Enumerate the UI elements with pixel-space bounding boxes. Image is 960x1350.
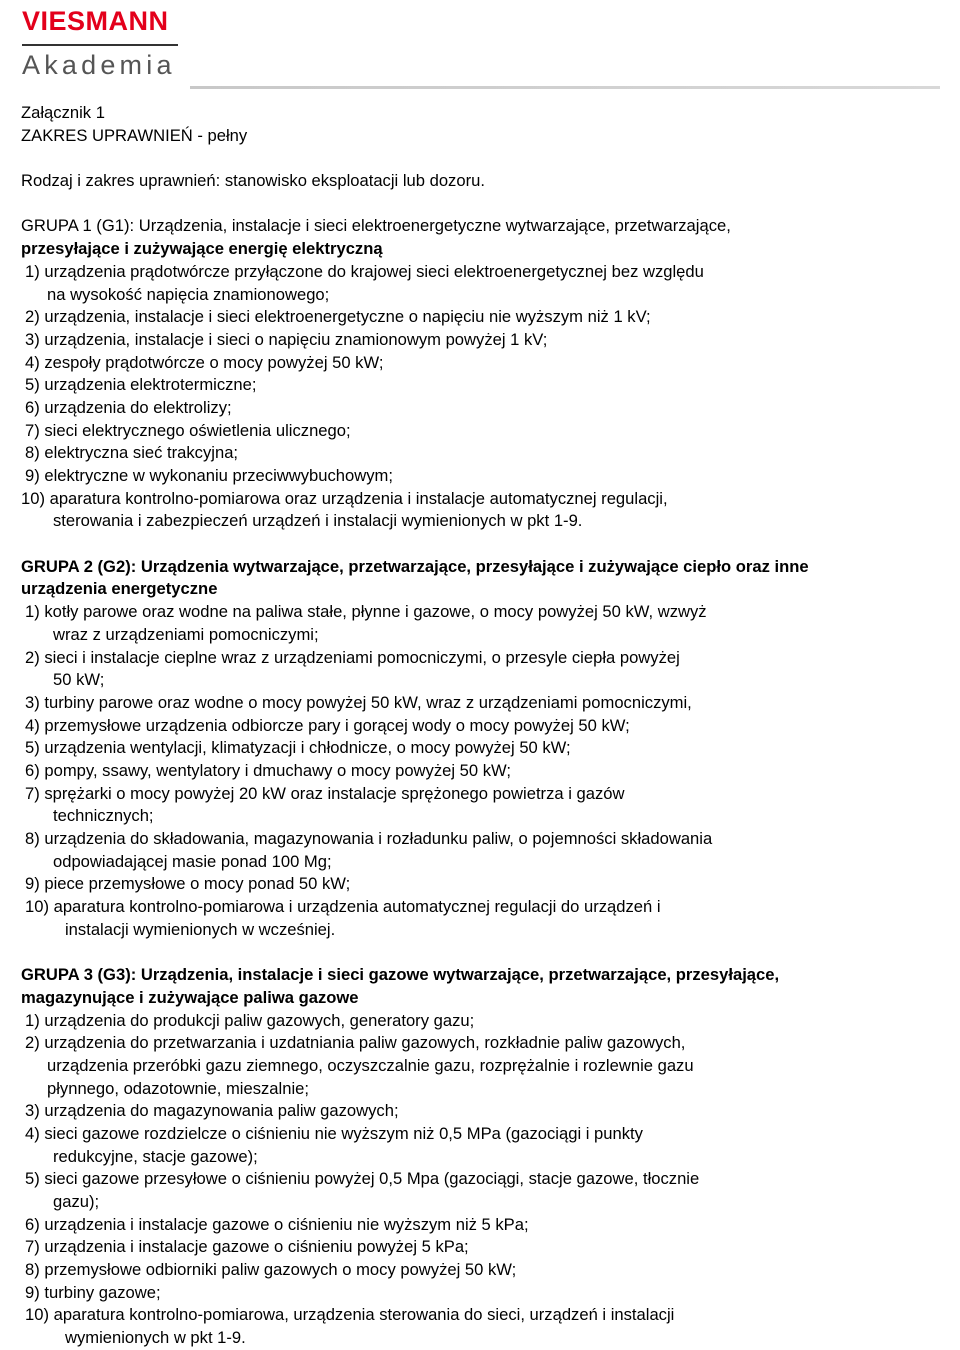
list-item: 10) aparatura kontrolno-pomiarowa i urządzenia automatycznej regulacji do urządzeń i xyxy=(25,897,661,917)
list-item-cont: instalacji wymienionych w wcześniej. xyxy=(65,919,336,939)
list-item: 1) kotły parowe oraz wodne na paliwa stałe, płynne i gazowe, o mocy powyżej 50 kW, wzwyż xyxy=(25,602,707,622)
intro-text: Rodzaj i zakres uprawnień: stanowisko eksploatacji lub dozoru. xyxy=(21,171,485,191)
viessmann-akademia-logo xyxy=(22,6,182,78)
list-item: 3) turbiny parowe oraz wodne o mocy powyżej 50 kW, wraz z urządzeniami pomocniczymi, xyxy=(25,692,692,712)
logo-divider xyxy=(22,44,178,46)
list-item-cont: gazu); xyxy=(53,1192,100,1211)
list-item: 2) sieci i instalacje cieplne wraz z urządzeniami pomocniczymi, o przesyle ciepła powyżej xyxy=(25,647,680,667)
list-item: 9) turbiny gazowe; xyxy=(25,1282,161,1302)
document-body xyxy=(21,102,957,1350)
list-item: 1) urządzenia do produkcji paliw gazowych, generatory gazu; xyxy=(25,1010,475,1030)
list-item: 10) aparatura kontrolno-pomiarowa, urządzenia sterowania do sieci, urządzeń i instalacji xyxy=(25,1305,675,1325)
list-item: 3) urządzenia, instalacje i sieci o napięciu znamionowym powyżej 1 kV; xyxy=(25,329,548,349)
list-item: 4) zespoły prądotwórcze o mocy powyżej 50 kW; xyxy=(25,352,384,372)
group-heading: magazynujące i zużywające paliwa gazowe xyxy=(21,987,359,1007)
list-item: 8) urządzenia do składowania, magazynowania i rozładunku paliw, o pojemności składowania xyxy=(25,829,713,848)
list-item: 8) przemysłowe odbiorniki paliw gazowych o mocy powyżej 50 kW; xyxy=(25,1260,517,1280)
list-item-cont: technicznych; xyxy=(53,806,154,826)
group-1 xyxy=(21,215,957,533)
group-heading: GRUPA 1 (G1): Urządzenia, instalacje i sieci elektroenergetyczne wytwarzające, przetwarzające, xyxy=(21,216,731,236)
title-line-1: Załącznik 1 xyxy=(21,103,105,122)
group-heading: urządzenia energetyczne xyxy=(21,579,218,599)
logo-brand: VIESMANN xyxy=(22,6,169,36)
list-item-cont: wraz z urządzeniami pomocniczymi; xyxy=(53,624,319,644)
header-divider xyxy=(190,86,940,89)
list-item: 5) sieci gazowe przesyłowe o ciśnieniu powyżej 0,5 Mpa (gazociągi, stacje gazowe, tłocznie xyxy=(25,1169,700,1189)
list-item: 5) urządzenia elektrotermiczne; xyxy=(25,375,257,395)
list-item-cont: sterowania i zabezpieczeń urządzeń i instalacji wymienionych w pkt 1-9. xyxy=(53,511,583,531)
list-item: 10) aparatura kontrolno-pomiarowa oraz urządzenia i instalacje automatycznej regulacji, xyxy=(21,488,668,508)
list-item: 2) urządzenia, instalacje i sieci elektroenergetyczne o napięciu nie wyższym niż 1 kV; xyxy=(25,307,651,327)
list-item-cont: płynnego, odazotownie, mieszalnie; xyxy=(47,1078,309,1098)
list-item: 9) piece przemysłowe o mocy ponad 50 kW; xyxy=(25,874,351,894)
list-item: 6) pompy, ssawy, wentylatory i dmuchawy o mocy powyżej 50 kW; xyxy=(25,760,511,780)
list-item: 8) elektryczna sieć trakcyjna; xyxy=(25,443,239,463)
page-header xyxy=(0,0,960,92)
list-item: 6) urządzenia do elektrolizy; xyxy=(25,397,232,417)
list-item: 4) sieci gazowe rozdzielcze o ciśnieniu nie wyższym niż 0,5 MPa (gazociągi i punkty xyxy=(25,1123,643,1143)
list-item: 7) sieci elektrycznego oświetlenia ulicznego; xyxy=(25,420,351,440)
list-item-cont: urządzenia przeróbki gazu ziemnego, oczyszczalnie gazu, rozprężalnie i rozlewnie gazu xyxy=(47,1055,694,1075)
list-item-cont: wymienionych w pkt 1-9. xyxy=(65,1328,246,1348)
list-item-cont: 50 kW; xyxy=(53,670,105,690)
list-item: 3) urządzenia do magazynowania paliw gazowych; xyxy=(25,1101,399,1121)
list-item: 7) sprężarki o mocy powyżej 20 kW oraz instalacje sprężonego powietrza i gazów xyxy=(25,783,625,803)
group-2 xyxy=(21,556,957,942)
list-item-cont: odpowiadającej masie ponad 100 Mg; xyxy=(53,851,332,871)
list-item: 1) urządzenia prądotwórcze przyłączone do krajowej sieci elektroenergetycznej bez względu xyxy=(25,261,704,281)
title-line-2: ZAKRES UPRAWNIEŃ - pełny xyxy=(21,125,248,145)
list-item-cont: na wysokość napięcia znamionowego; xyxy=(47,284,330,304)
group-heading: przesyłające i zużywające energię elektryczną xyxy=(21,239,383,259)
list-item-cont: redukcyjne, stacje gazowe); xyxy=(53,1146,258,1166)
logo-sub: Akademia xyxy=(22,50,176,80)
list-item: 5) urządzenia wentylacji, klimatyzacji i chłodnicze, o mocy powyżej 50 kW; xyxy=(25,738,571,758)
group-heading: GRUPA 3 (G3): Urządzenia, instalacje i sieci gazowe wytwarzające, przetwarzające, przesyłające, xyxy=(21,965,780,985)
group-3 xyxy=(21,964,957,1350)
list-item: 7) urządzenia i instalacje gazowe o ciśnieniu powyżej 5 kPa; xyxy=(25,1237,469,1257)
list-item: 6) urządzenia i instalacje gazowe o ciśnieniu nie wyższym niż 5 kPa; xyxy=(25,1214,529,1234)
list-item: 4) przemysłowe urządzenia odbiorcze pary i gorącej wody o mocy powyżej 50 kW; xyxy=(25,715,630,735)
list-item: 2) urządzenia do przetwarzania i uzdatniania paliw gazowych, rozkładnie paliw gazowych, xyxy=(25,1033,686,1053)
group-heading: GRUPA 2 (G2): Urządzenia wytwarzające, przetwarzające, przesyłające i zużywające ciepło oraz inne xyxy=(21,556,809,576)
list-item: 9) elektryczne w wykonaniu przeciwwybuchowym; xyxy=(25,466,393,485)
